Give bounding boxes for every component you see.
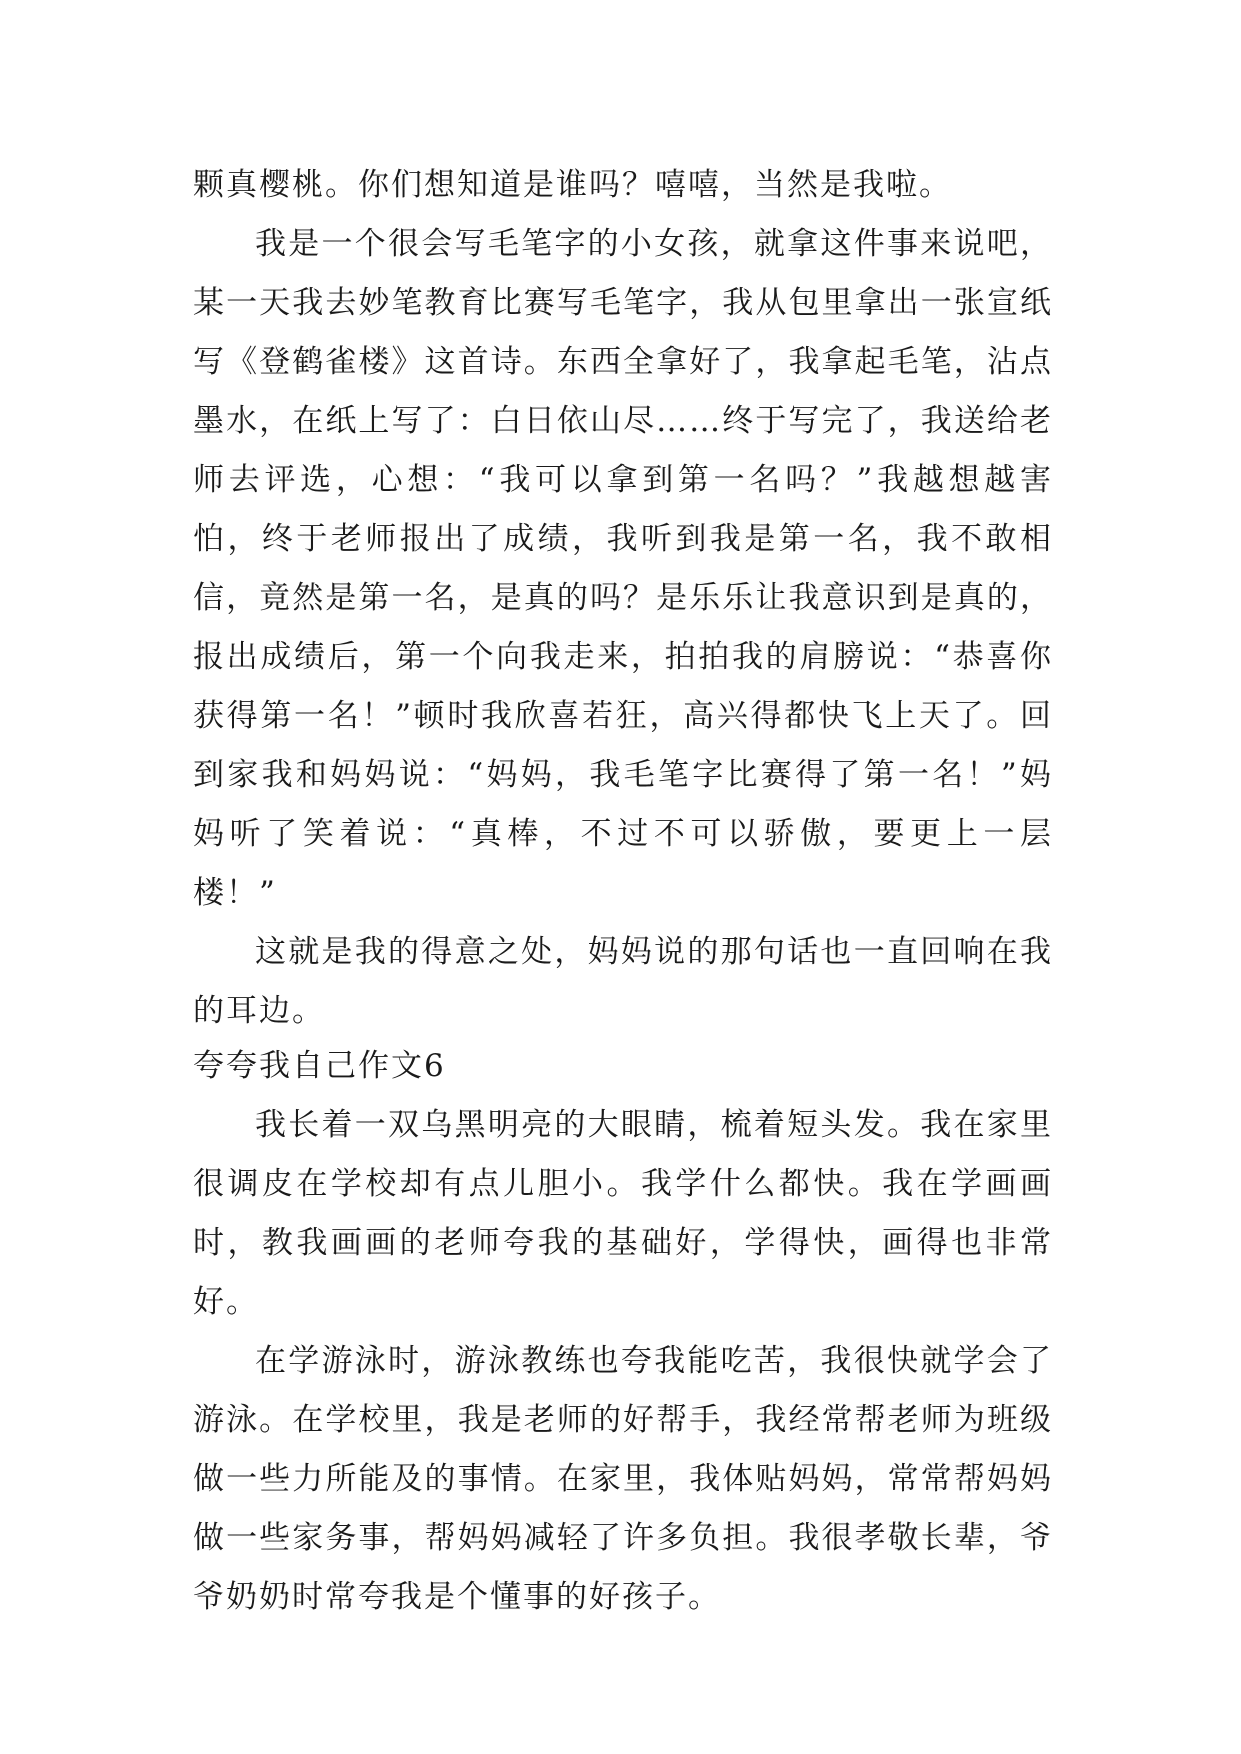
essay-6 [193, 1037, 1053, 1627]
paragraph: 在学游泳时，游泳教练也夸我能吃苦，我很快就学会了游泳。在学校里，我是老师的好帮手，我经常帮老师为班级做一些力所能及的事情。在家里，我体贴妈妈，常常帮妈妈做一些家务事，帮妈妈减轻了许多负担。我很孝敬长辈，爷爷奶奶时常夸我是个懂事的好孩子。 [193, 1343, 1053, 1615]
paragraph: 我长着一双乌黑明亮的大眼睛，梳着短头发。我在家里很调皮在学校却有点儿胆小。我学什么都快。我在学画画时，教我画画的老师夸我的基础好，学得快，画得也非常好。 [193, 1107, 1053, 1320]
essay-5-continuation [193, 156, 1053, 1041]
paragraph: 我是一个很会写毛笔字的小女孩，就拿这件事来说吧，某一天我去妙笔教育比赛写毛笔字，我从包里拿出一张宣纸写《登鹤雀楼》这首诗。东西全拿好了，我拿起毛笔，沾点墨水，在纸上写了：白日依山尽……终于写完了，我送给老师去评选，心想：“我可以拿到第一名吗？”我越想越害怕，终于老师报出了成绩，我听到我是第一名，我不敢相信，竟然是第一名，是真的吗？是乐乐让我意识到是真的，报出成绩后，第一个向我走来，拍拍我的肩膀说：“恭喜你获得第一名！”顿时我欣喜若狂，高兴得都快飞上天了。回到家我和妈妈说：“妈妈，我毛笔字比赛得了第一名！”妈妈听了笑着说：“真棒，不过不可以骄傲，要更上一层楼！” [193, 226, 1053, 911]
paragraph: 这就是我的得意之处，妈妈说的那句话也一直回响在我的耳边。 [193, 934, 1053, 1029]
paragraph: 颗真樱桃。你们想知道是谁吗？嘻嘻，当然是我啦。 [193, 167, 952, 203]
essay-title: 夸夸我自己作文6 [193, 1048, 446, 1084]
